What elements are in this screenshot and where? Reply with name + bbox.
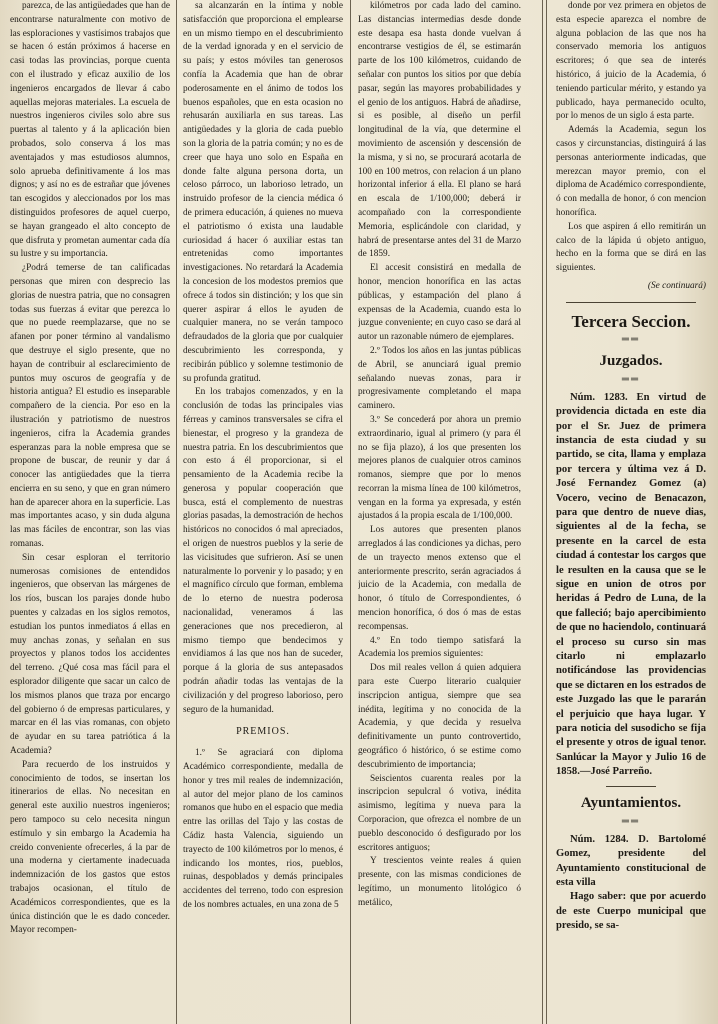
paragraph: En los trabajos comenzados, y en la conclusión de todas las principales vias férreas y caminos transversales se cifra el bienestar, el progreso y la grandeza de nuestra patria. En los descubrimientos que con esto á él proporcionar, si el pensamiento de la Academia recibe la generosa y popular cooperación que busca, está el complemento de nuestras glorias pasadas, la demostración de hechos históricos no conocidos ó mal apreciados, el origen de nuestros pueblos y la serie de las vicisitudes que sufrieron. Así se unen naturalmente lo porvenir y lo pasado; y en el magnífico círculo que forman, emblema de lo eterno de nuestra poderosa nacionalidad, veneramos á las generaciones que nos precedieron, al mismo tiempo que bendecimos y envidiamos á las que nos han de suceder, porque á la gloria de sus antepasados podrán añadir todas las ventajas de la civilización y del progreso laborioso, pero seguro de la humanidad. [183,387,343,715]
paragraph: 4.º En todo tiempo satisfará la Academia los premios siguientes: [358,635,521,660]
paragraph: sa alcanzarán en la íntima y noble satisfacción que proporciona el emplearse en un mismo tiempo en el descubrimiento de la verdad ignorada y en el servicio de su país; y estos móviles tan generosos confía la Academia que han de obrar poderosamente en el ánimo de todos los buenos españoles, que en esta ocasion no rehusarán auxiliarla en sus tareas. Las antigüedades y la gloria de cada pueblo son la gloria de la patria común; y no es de creer que haya uno solo en España en donde falte alguna persona dorta, un celoso párroco, un laborioso letrado, un instruido profesor de la ciencia médica ó de primera educación, á quienes no mueva el patriotismo ó exista una laudable curiosidad á hacer ó auxiliar estas tan entretenidas como importantes investigaciones. No retardará la Academia la concesion de los modestos premios que ofrece á todos sin distinción; y los que sin querer aspirar á ellos le ayuden de cualquier manera, no se verán tampoco defraudados de la gloria que por cualquier descubrimiento les corresponda, y recibirán público y solemne testimonio de su profunda gratitud. [183,1,343,384]
ornament-divider: ══ [621,333,641,345]
paragraph: Los que aspiren á ello remitirán un calco de la lápida ú objeto antiguo, hecho en la forma que se dirá en las siguientes. [556,221,706,274]
notice-text: Núm. 1284. D. Bartolomé Gomez, presidente del Ayuntamiento constitucional de esta villa [556,833,706,888]
paragraph: Sin cesar esploran el territorio numerosas comisiones de entendidos ingenieros, que observan las márgenes de los ríos, buscan los parajes donde hubo puentes y calzadas en los siglos remotos, estudian los puntos inmediatos á ellas en muy anchas zonas, y señalan en sus proyectos y planos todos los accidentes del terreno. ¿Qué cosa mas fácil para el esplorador diligente que sacar un calco de los mismos planos que traza por encargo del gobierno ó de empresas particulares, y marcar en él las vias romanas, con objeto de ayudar en su tarea patriótica á la Academia? [10,552,170,757]
premios-heading: PREMIOS. [236,726,290,738]
paragraph: parezca, de las antigüedades que han de encontrarse naturalmente con motivo de las esploraciones y vastísimos trabajos que se hacen ó están próximos á hacerse en casi todas las provincias, porque cuenta con el ilustrado y eficaz auxilio de los ingenieros encargados de llevar á cabo aquellas mejoras materiales. La escuela de nuestros ingenieros civiles solo abre sus puertas al talento y á la aplicación bien probados, solo conserva á los mas aventajados y mas estudiosos alumnos, solo aprueba definitivamente á los mas dignos; y así no es de estrañar que jóvenes tan escogidos y aleccionados por los mas distinguidos profesores de aquel cuerpo, se hayan grangeado el alto concepto de que disfruta y prometan aumentar cada día su lustre y su importancia. [10,1,170,260]
paragraph: Y trescientos veinte reales á quien presente, con las mismas condiciones de legítimo, un monumento litológico ó metálico, [358,856,521,908]
paragraph: 3.º Se concederá por ahora un premio extraordinario, igual al primero (y para él no se fija plazo), á los que presenten los mejores planos de cualquier otros caminos romanos, siempre que por lo menos recorran la misma línea de 100 kilómetros, vengan en la forma ya expresada, y estén ajustados á la propia escala de 1/100,000. [358,414,521,522]
paragraph: 2.º Todos los años en las juntas públicas de Abril, se anunciará igual premio señalando nuevas zonas, para ir progresivamente completando el mapa caminero. [358,345,521,412]
paragraph: Seiscientos cuarenta reales por la inscripcion sepulcral ó votiva, inédita asimismo, legítima y nueva para la Corporacion, que ofrezca el nombre de un pueblo desconocido ó desfigurado por los escritores antiguos; [358,773,521,853]
section-title: Tercera Seccion. [571,311,691,331]
paragraph: Los autores que presenten planos arreglados á las condiciones ya dichas, pero de un trayecto menos extenso que el anteriormente prescrito, serán agraciados á juicio de la Academia, con medalla de honor, ó título de Correspondientes, ó mencion honorífica, ó dos ó mas de estas recompensas. [358,525,521,632]
column-rule [176,0,177,1024]
text-column-3 [358,0,521,1024]
paragraph: kilómetros por cada lado del camino. Las distancias intermedias desde donde este desapa esa hasta donde vuelvan á encontrarse vestigios de él, se estimarán parte de los 100 kilómetros, cuidando de señalar con puntos los sitios por que debía pasar, según las mayores probabilidades y el genio de los antiguos. Habrá de añadirse, si es posible, al diseño un perfil longitudinal de la vía, que determine el movimiento de ascensión y descensión de la misma, y si no, se procurará acotarla de 100 en 100 metros, con relacion á un plano horizontal inferior á ella. El plano se hará en escala de 1/100,000; deberá ir acompañado con la correspondiente Memoria, esplicándole con claridad, y habrá de presentarse antes del 31 de Marzo de 1859. [358,1,521,260]
paragraph: El accesit consistirá en medalla de honor, mencion honorífica en las actas públicas, y estampación del plano á expensas de la Academia, cuando esta lo juzgue conveniente; en cuyo caso se dará al autor un razonable número de ejemplares. [358,263,521,343]
paragraph: Para recuerdo de los instruidos y conocimiento de todos, se insertan los itinerarios de ellas. No necesitan en general este auxilio nuestros ingenieros; pero tampoco su celo necesita ningun estímulo y sin embargo la Academia ha creido conveniente ofrecerles, á la par de una moderna y ciertamente inadecuada indemnización de los gastos que estos trabajos ocasionan, el título de Académicos correspondientes, que es la única distinción que le es dado conceder. Mayor recompen- [10,759,170,936]
section-divider [566,302,696,303]
notice-divider [606,786,656,787]
ornament-divider: ══ [621,815,641,827]
column-rule [546,0,547,1024]
juzgados-heading: Juzgados. [599,352,663,369]
paragraph: 1.º Se agraciará con diploma Académico correspondiente, medalla de honor y tres mil reales de indemnización, al autor del mejor plano de los caminos romanos que hubo en el espacio que media entre las orillas del Tajo y las costas de Cádiz hasta Valencia, siguiendo un trayecto de 100 kilómetros por lo menos, é indicando los montes, rios, pueblos, ruinas, despoblados y demás principales accidentes del terreno, todo con espresion de los nombres actuales, en una zona de 5 [183,748,343,910]
text-column-1 [10,0,170,1024]
paragraph: ¿Podrá temerse de tan calificadas personas que miren con desprecio las glorias de nuestra patria, que no consagren todas sus fuerzas á evitar que perezca lo que no puede reemplazarse, que no se afanen por poner término al vandalismo que destruye el siglo presente, que no hayan de contribuir al esclarecimiento de puntos muy oscuros de geografía y de historia antigua? El estudio es inseparable compañero de la ciencia. Por eso en la ilustración y patriotismo de nuestros ingenieros, cifra la Academia grandes esperanzas para la noble empresa que se propone de buscar, de reunir y dar á conocer las antigüedades que la tierra encierra en su seno, y que en gran número han de aparecer ahora en la superficie. Las mas importantes acaso, y sin duda alguna las mas fáciles de encontrar, son las vias romanas. [10,263,170,550]
notice-text: Hago saber: que por acuerdo de este Cuerpo municipal que presido, se sa- [556,891,706,932]
column-rule [542,0,543,1024]
text-column-2 [183,0,343,1024]
notice-text: Núm. 1283. En virtud de providencia dictada en este dia por el Sr. Juez de primera instancia de esta ciudad y su partido, se cita, llama y emplaza por tercera y última vez á D. José Fernandez Gomez (a) Vocero, vecino de Benacazon, para que dentro de nueve dias, siguientes al de la fecha, se presente en la carcel de esta ciudad á contestar los cargos que le resulten en la causa que se le sigue en union de otros por heridas á Pedro de Luna, de la que falleció; bajo apercibimiento de que no haciendolo, continuará el proceso su curso sin mas citarlo ni emplazarlo notificándose las providencias que se dictaren en los estrados de este Juzgado las que le pararán el perjuicio que haya lugar. Y para noticia del susodicho se fija el presente y otros de igual tenor. Sanlúcar la Mayor y Julio 16 de 1858.—José Parreño. [556,391,706,778]
ornament-divider: ══ [621,373,641,385]
paragraph: donde por vez primera en objetos de esta especie aparezca el nombre de alguna poblacion de las que nos ha conservado memoria los antiguos escritores; ó que sea de interés histórico, á juicio de la Academia, ó teniendo particular mérito, y estando ya publicado, haya permanecido oculto, por lo menos de un siglo á esta parte. [556,1,706,122]
ayuntamientos-notice [556,833,706,934]
juzgados-notice [556,391,706,780]
continuation-note: (Se continuará) [647,280,706,291]
text-column-4 [556,0,706,1024]
ayuntamientos-heading: Ayuntamientos. [580,794,682,811]
paragraph: Dos mil reales vellon á quien adquiera para este Cuerpo literario cualquier inscripcion antigua, siempre que sea inédita, legítima y no conocida de la Academia, y que decida y resuelva definitivamente un punto controvertido, geográfico ó histórico, ó se estime como descubrimiento de importancia; [358,663,521,770]
column-rule [350,0,351,1024]
paragraph: Además la Academia, segun los casos y circunstancias, distinguirá á las personas anteriormente indicadas, que merezcan mayor premio, con el diploma de Académico correspondiente, ó con medalla de honor, ó con mencion honorífica. [556,125,706,218]
